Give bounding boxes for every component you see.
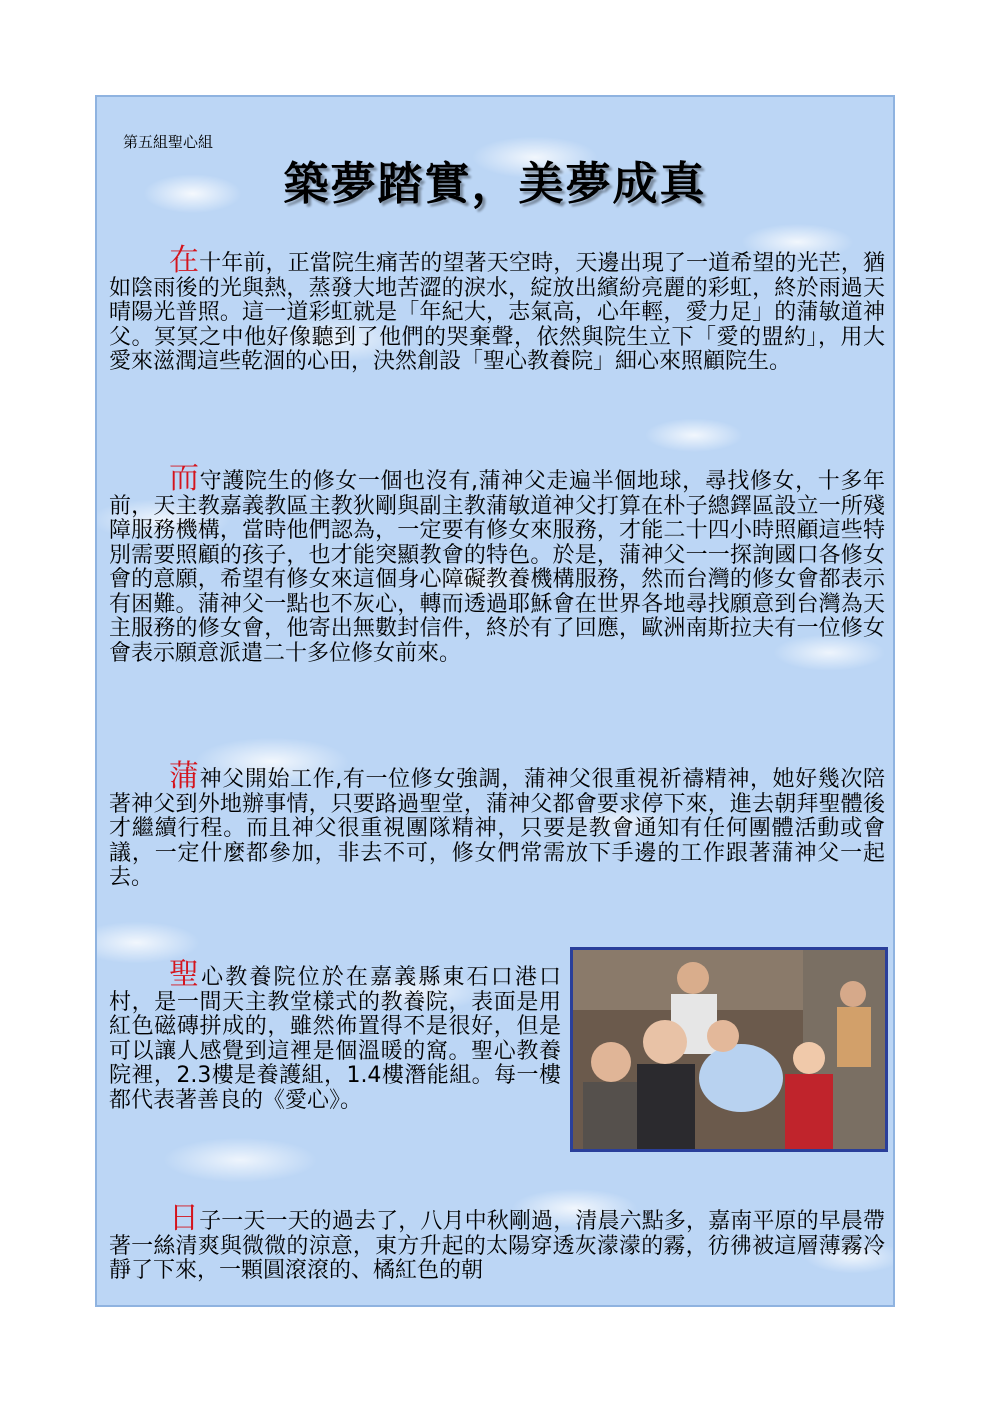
page-title: 築夢踏實，美夢成真 xyxy=(283,157,707,210)
paragraph-1 xyxy=(109,243,885,375)
group-photo xyxy=(570,947,888,1152)
paragraph-text: 神父開始工作,有一位修女強調，蒲神父很重視祈禱精神，她好幾次陪著神父到外地辦事情，只要路過聖堂，蒲神父都會要求停下來，進去朝拜聖體後才繼續行程。而且神父很重視團隊精神，只要是教會通知有任何團體活動或會議，一定什麼都參加，非去不可，修女們常需放下手邊的工作跟著蒲神父一起去。 xyxy=(109,767,886,890)
photo-illustration xyxy=(573,950,885,1149)
dropcap: 聖 xyxy=(169,957,202,992)
dropcap: 日 xyxy=(169,1201,200,1236)
paragraph-4 xyxy=(109,957,561,1113)
dropcap: 在 xyxy=(169,243,200,278)
page-frame xyxy=(95,95,895,1307)
paragraph-text: 守護院生的修女一個也沒有,蒲神父走遍半個地球，尋找修女，十多年前，天主教嘉義教區主教狄剛與副主教蒲敏道神父打算在朴子總鐸區設立一所殘障服務機構，當時他們認為，一定要有修女來服務，才能二十四小時照顧這些特別需要照顧的孩子，也才能突顯教會的特色。於是，蒲神父一一探詢國口各修女會的意願，希望有修女來這個身心障礙教養機構服務，然而台灣的修女會都表示有困難。蒲神父一點也不灰心，轉而透過耶穌會在世界各地尋找願意到台灣為天主服務的修女會，他寄出無數封信件，終於有了回應，歐洲南斯拉夫有一位修女會表示願意派遣二十多位修女前來。 xyxy=(109,469,886,666)
paragraph-2 xyxy=(109,461,886,666)
paragraph-3 xyxy=(109,759,886,891)
paragraph-5 xyxy=(109,1201,885,1284)
paragraph-text: 心教養院位於在嘉義縣東石口港口村，是一間天主教堂樣式的教養院，表面是用紅色磁磚拼成的，雖然佈置得不是很好，但是可以讓人感覺到這裡是個溫暖的窩。聖心教養院裡，2.3樓是養護組，1.4樓潛能組。每一樓都代表著善良的《愛心》。 xyxy=(109,965,561,1113)
group-label: 第五組聖心組 xyxy=(123,133,214,151)
paragraph-text: 子一天一天的過去了，八月中秋剛過，清晨六點多，嘉南平原的早晨帶著一絲清爽與微微的涼意，東方升起的太陽穿透灰濛濛的霧，彷彿被這層薄霧冷靜了下來，一顆圓滾滾的、橘紅色的朝 xyxy=(109,1209,885,1283)
dropcap: 蒲 xyxy=(169,759,200,794)
dropcap: 而 xyxy=(169,461,200,496)
paragraph-text: 十年前，正當院生痛苦的望著天空時，天邊出現了一道希望的光芒，猶如陰雨後的光與熱，蒸發大地苦澀的淚水，綻放出繽紛亮麗的彩虹，終於雨過天晴陽光普照。這一道彩虹就是「年紀大，志氣高，心年輕，愛力足」的蒲敏道神父。冥冥之中他好像聽到了他們的哭棄聲，依然與院生立下「愛的盟約」，用大愛來滋潤這些乾涸的心田，決然創設「聖心教養院」細心來照顧院生。 xyxy=(109,251,885,374)
